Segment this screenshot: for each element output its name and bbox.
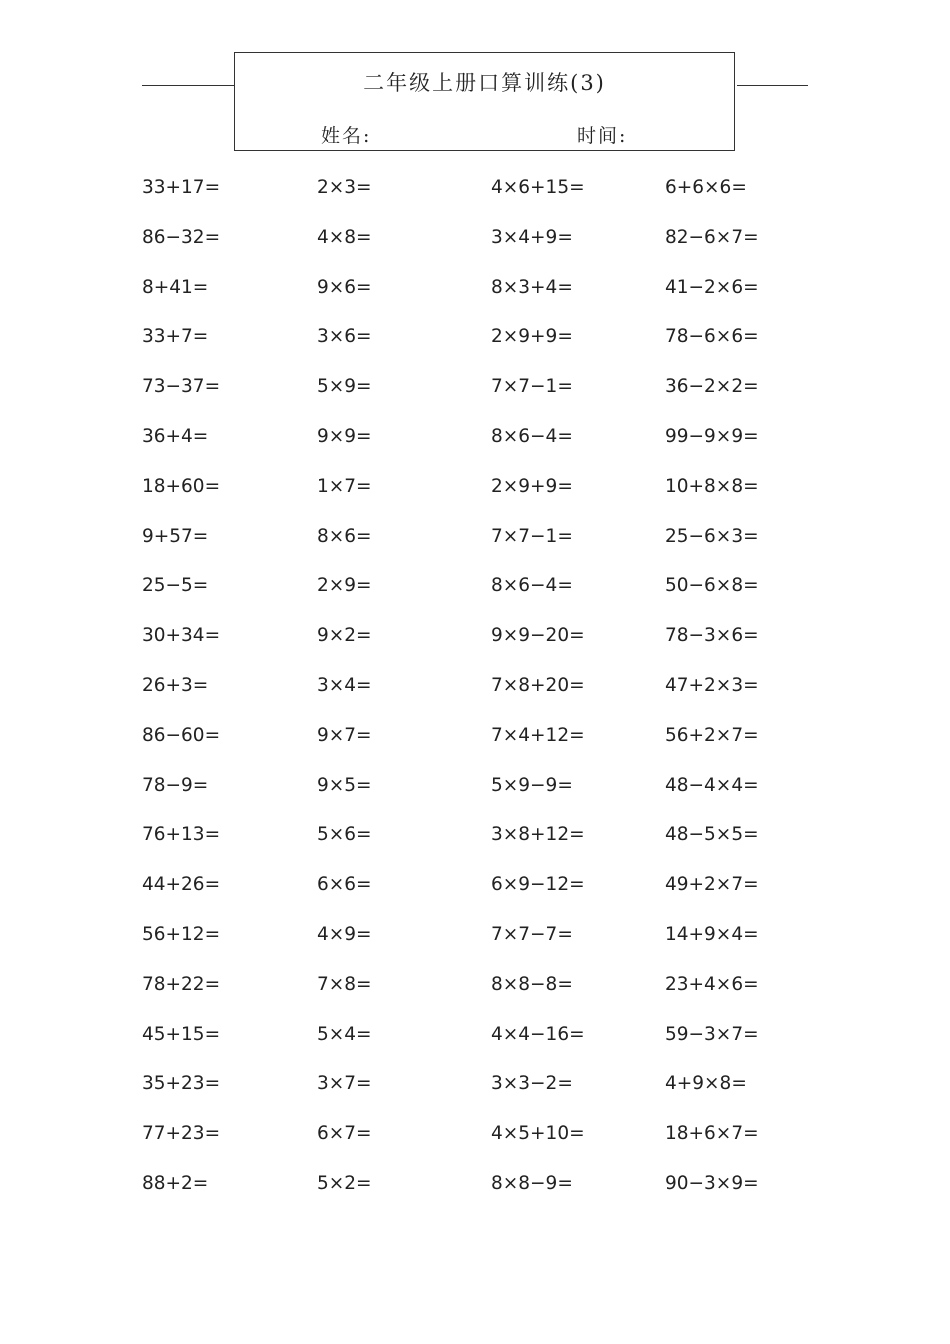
problem-row [142, 369, 802, 419]
problem-item: 78−3×6= [665, 625, 759, 647]
problem-item: 99−9×9= [665, 425, 759, 447]
problem-row [142, 469, 802, 519]
problem-item: 47+2×3= [665, 674, 759, 696]
problem-item: 45+15= [142, 1023, 221, 1045]
problem-item: 82−6×7= [665, 226, 759, 248]
problem-item: 6+6×6= [665, 177, 747, 198]
problem-row [142, 917, 802, 967]
problem-row [142, 1066, 802, 1116]
problem-item: 7×4+12= [491, 724, 585, 746]
problem-item: 4×9= [317, 923, 372, 945]
problem-item: 7×7−7= [491, 923, 573, 945]
problem-item: 9×7= [317, 724, 372, 746]
problem-item: 1×7= [317, 475, 372, 497]
problem-item: 3×8+12= [491, 824, 585, 846]
problem-item: 41−2×6= [665, 276, 759, 298]
problem-item: 56+12= [142, 923, 221, 945]
problem-row [142, 967, 802, 1017]
problem-item: 86−60= [142, 724, 221, 746]
header-rule-left [142, 85, 235, 86]
problem-row [142, 419, 802, 469]
problem-item: 4+9×8= [665, 1073, 747, 1095]
problem-row [142, 668, 802, 718]
problem-item: 8×6−4= [491, 425, 573, 447]
problem-item: 9×9= [317, 425, 372, 447]
problem-item: 5×9= [317, 376, 372, 398]
problem-row [142, 568, 802, 618]
problem-item: 33+17= [142, 177, 221, 198]
problem-item: 78−6×6= [665, 326, 759, 348]
problem-item: 2×9= [317, 575, 372, 597]
problem-item: 5×4= [317, 1023, 372, 1045]
problem-row [142, 618, 802, 668]
problem-item: 4×4−16= [491, 1023, 585, 1045]
problem-item: 78−9= [142, 774, 209, 796]
problem-item: 3×4+9= [491, 226, 573, 248]
problem-item: 76+13= [142, 824, 221, 846]
problem-item: 35+23= [142, 1073, 221, 1095]
problem-item: 4×5+10= [491, 1123, 585, 1145]
problem-item: 8×8−8= [491, 973, 573, 995]
problem-row [142, 817, 802, 867]
problem-item: 33+7= [142, 326, 209, 348]
problem-item: 77+23= [142, 1123, 221, 1145]
problem-item: 4×6+15= [491, 177, 585, 198]
problem-row [142, 768, 802, 818]
problem-item: 8×8−9= [491, 1172, 573, 1194]
problem-row [142, 718, 802, 768]
problem-item: 8×6= [317, 525, 372, 547]
problem-item: 25−5= [142, 575, 209, 597]
problem-item: 2×9+9= [491, 475, 573, 497]
problem-item: 48−4×4= [665, 774, 759, 796]
problem-row [142, 1116, 802, 1166]
problem-item: 3×4= [317, 674, 372, 696]
problem-item: 6×7= [317, 1123, 372, 1145]
problem-item: 7×7−1= [491, 376, 573, 398]
problem-item: 2×9+9= [491, 326, 573, 348]
problem-item: 3×6= [317, 326, 372, 348]
problem-item: 26+3= [142, 674, 209, 696]
problem-item: 4×8= [317, 226, 372, 248]
problem-row [142, 1017, 802, 1067]
problem-item: 9×2= [317, 625, 372, 647]
problem-item: 36−2×2= [665, 376, 759, 398]
problem-item: 18+6×7= [665, 1123, 759, 1145]
problem-item: 88+2= [142, 1172, 209, 1194]
problem-item: 56+2×7= [665, 724, 759, 746]
problem-item: 9+57= [142, 525, 209, 547]
problem-item: 44+26= [142, 874, 221, 896]
problem-row [142, 170, 802, 220]
problem-item: 30+34= [142, 625, 221, 647]
problem-item: 6×6= [317, 874, 372, 896]
problem-item: 50−6×8= [665, 575, 759, 597]
problem-item: 7×8= [317, 973, 372, 995]
problem-item: 48−5×5= [665, 824, 759, 846]
name-field-label: 姓名: [321, 125, 372, 147]
problem-row [142, 1166, 802, 1216]
problem-item: 59−3×7= [665, 1023, 759, 1045]
problem-row [142, 867, 802, 917]
problem-item: 5×9−9= [491, 774, 573, 796]
problem-item: 49+2×7= [665, 874, 759, 896]
problem-row [142, 519, 802, 569]
problem-item: 8×3+4= [491, 276, 573, 298]
problem-row [142, 220, 802, 270]
problem-item: 7×7−1= [491, 525, 573, 547]
time-field-label: 时间: [577, 125, 628, 147]
problem-item: 6×9−12= [491, 874, 585, 896]
worksheet-title: 二年级上册口算训练(3) [363, 71, 606, 95]
problem-item: 3×7= [317, 1073, 372, 1095]
problem-item: 25−6×3= [665, 525, 759, 547]
problem-item: 5×2= [317, 1172, 372, 1194]
problem-item: 8×6−4= [491, 575, 573, 597]
problem-item: 14+9×4= [665, 923, 759, 945]
header-rule-right [737, 85, 808, 86]
problem-item: 2×3= [317, 177, 372, 198]
problem-item: 73−37= [142, 376, 221, 398]
problem-item: 78+22= [142, 973, 221, 995]
problem-item: 23+4×6= [665, 973, 759, 995]
problem-item: 18+60= [142, 475, 221, 497]
problem-grid [142, 170, 802, 1216]
problem-item: 10+8×8= [665, 475, 759, 497]
problem-item: 5×6= [317, 824, 372, 846]
problem-item: 9×5= [317, 774, 372, 796]
problem-row [142, 270, 802, 320]
problem-item: 3×3−2= [491, 1073, 573, 1095]
problem-item: 7×8+20= [491, 674, 585, 696]
problem-row [142, 319, 802, 369]
problem-item: 36+4= [142, 425, 209, 447]
worksheet-header [234, 52, 735, 151]
problem-item: 9×9−20= [491, 625, 585, 647]
problem-item: 86−32= [142, 226, 221, 248]
problem-item: 9×6= [317, 276, 372, 298]
problem-item: 8+41= [142, 276, 209, 298]
problem-item: 90−3×9= [665, 1172, 759, 1194]
